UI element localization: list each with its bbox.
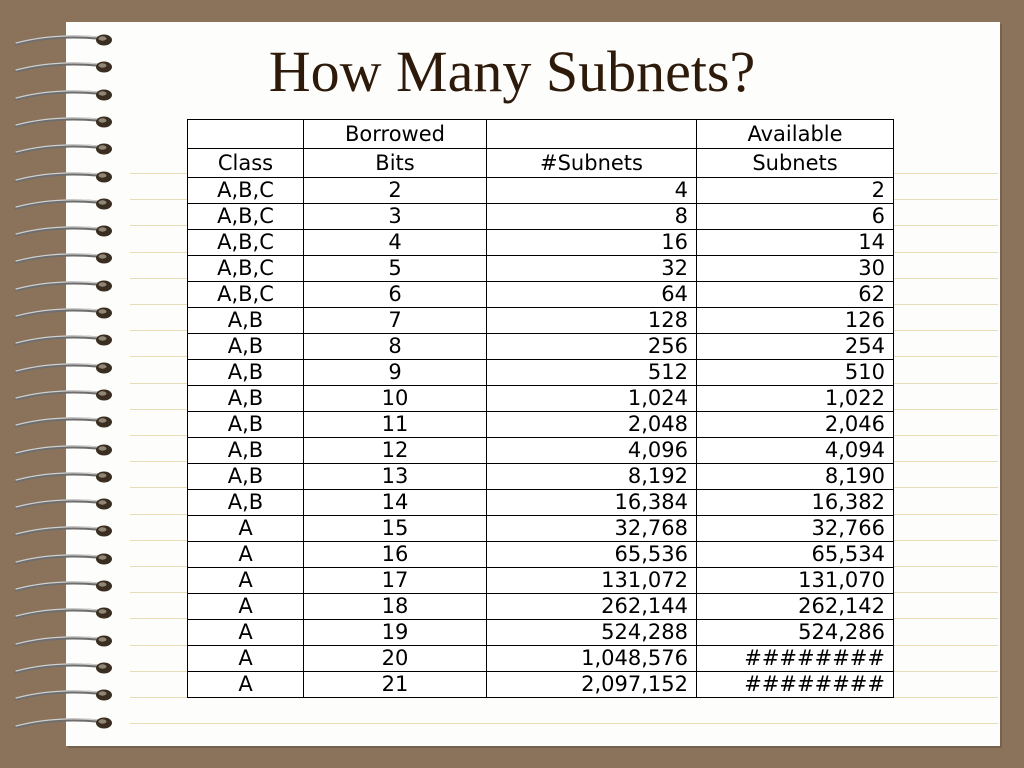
subnets-cell: 1,048,576 xyxy=(487,646,697,672)
available-subnets-cell: 6 xyxy=(697,204,894,230)
spiral-coil-icon xyxy=(14,551,112,567)
table-row xyxy=(188,464,894,490)
table-row xyxy=(188,594,894,620)
available-subnets-cell: 8,190 xyxy=(697,464,894,490)
borrowed-bits-cell: 19 xyxy=(304,620,487,646)
class-cell: A,B,C xyxy=(188,178,304,204)
class-cell: A,B xyxy=(188,334,304,360)
header-cell: #Subnets xyxy=(487,149,697,178)
borrowed-bits-cell: 5 xyxy=(304,256,487,282)
class-cell: A,B xyxy=(188,386,304,412)
spiral-coil-icon xyxy=(14,387,112,403)
header-row-1 xyxy=(188,120,894,149)
spiral-coil-icon xyxy=(14,414,112,430)
table-row xyxy=(188,672,894,698)
subnets-cell: 32 xyxy=(487,256,697,282)
class-cell: A xyxy=(188,672,304,698)
borrowed-bits-cell: 18 xyxy=(304,594,487,620)
subnets-cell: 4 xyxy=(487,178,697,204)
subnets-cell: 4,096 xyxy=(487,438,697,464)
borrowed-bits-cell: 3 xyxy=(304,204,487,230)
table-row xyxy=(188,386,894,412)
spiral-coil-icon xyxy=(14,496,112,512)
subnets-cell: 256 xyxy=(487,334,697,360)
borrowed-bits-cell: 9 xyxy=(304,360,487,386)
subnets-cell: 262,144 xyxy=(487,594,697,620)
borrowed-bits-cell: 4 xyxy=(304,230,487,256)
table-row xyxy=(188,646,894,672)
table-row xyxy=(188,620,894,646)
header-cell: Available xyxy=(697,120,894,149)
available-subnets-cell: 262,142 xyxy=(697,594,894,620)
table-row xyxy=(188,308,894,334)
available-subnets-cell: 14 xyxy=(697,230,894,256)
available-subnets-cell: 16,382 xyxy=(697,490,894,516)
spiral-coil-icon xyxy=(14,196,112,212)
subnets-cell: 512 xyxy=(487,360,697,386)
class-cell: A,B xyxy=(188,438,304,464)
spiral-coil-icon xyxy=(14,114,112,130)
class-cell: A,B xyxy=(188,360,304,386)
spiral-coil-icon xyxy=(14,687,112,703)
slide-title: How Many Subnets? xyxy=(268,39,756,104)
available-subnets-cell: ######## xyxy=(697,672,894,698)
header-cell xyxy=(487,120,697,149)
subnets-cell: 32,768 xyxy=(487,516,697,542)
table-row xyxy=(188,568,894,594)
available-subnets-cell: 1,022 xyxy=(697,386,894,412)
borrowed-bits-cell: 17 xyxy=(304,568,487,594)
table-row xyxy=(188,334,894,360)
available-subnets-cell: 65,534 xyxy=(697,542,894,568)
subnets-cell: 8 xyxy=(487,204,697,230)
ruled-line xyxy=(130,723,998,724)
table-row xyxy=(188,178,894,204)
available-subnets-cell: 2 xyxy=(697,178,894,204)
borrowed-bits-cell: 20 xyxy=(304,646,487,672)
table-row xyxy=(188,360,894,386)
subnets-cell: 1,024 xyxy=(487,386,697,412)
subnets-cell: 128 xyxy=(487,308,697,334)
table-row xyxy=(188,542,894,568)
available-subnets-cell: 30 xyxy=(697,256,894,282)
table-row xyxy=(188,438,894,464)
spiral-coil-icon xyxy=(14,715,112,731)
spiral-coil-icon xyxy=(14,523,112,539)
borrowed-bits-cell: 15 xyxy=(304,516,487,542)
spiral-coil-icon xyxy=(14,169,112,185)
spiral-coil-icon xyxy=(14,660,112,676)
available-subnets-cell: 510 xyxy=(697,360,894,386)
table-row xyxy=(188,490,894,516)
header-cell: Bits xyxy=(304,149,487,178)
class-cell: A,B xyxy=(188,412,304,438)
available-subnets-cell: 4,094 xyxy=(697,438,894,464)
table-row xyxy=(188,516,894,542)
spiral-coil-icon xyxy=(14,469,112,485)
spiral-coil-icon xyxy=(14,250,112,266)
available-subnets-cell: 126 xyxy=(697,308,894,334)
table-row xyxy=(188,256,894,282)
borrowed-bits-cell: 12 xyxy=(304,438,487,464)
spiral-coil-icon xyxy=(14,278,112,294)
class-cell: A,B xyxy=(188,464,304,490)
header-cell: Subnets xyxy=(697,149,894,178)
class-cell: A,B,C xyxy=(188,230,304,256)
class-cell: A xyxy=(188,594,304,620)
class-cell: A,B,C xyxy=(188,282,304,308)
subnets-cell: 131,072 xyxy=(487,568,697,594)
header-cell: Borrowed xyxy=(304,120,487,149)
available-subnets-cell: 131,070 xyxy=(697,568,894,594)
table-row xyxy=(188,230,894,256)
borrowed-bits-cell: 6 xyxy=(304,282,487,308)
available-subnets-cell: ######## xyxy=(697,646,894,672)
spiral-coil-icon xyxy=(14,223,112,239)
borrowed-bits-cell: 14 xyxy=(304,490,487,516)
subnets-cell: 16 xyxy=(487,230,697,256)
class-cell: A xyxy=(188,568,304,594)
spiral-coil-icon xyxy=(14,360,112,376)
header-cell: Class xyxy=(188,149,304,178)
borrowed-bits-cell: 8 xyxy=(304,334,487,360)
class-cell: A xyxy=(188,646,304,672)
spiral-coil-icon xyxy=(14,141,112,157)
table-row xyxy=(188,412,894,438)
class-cell: A xyxy=(188,516,304,542)
class-cell: A xyxy=(188,542,304,568)
available-subnets-cell: 62 xyxy=(697,282,894,308)
borrowed-bits-cell: 16 xyxy=(304,542,487,568)
spiral-coil-icon xyxy=(14,633,112,649)
spiral-coil-icon xyxy=(14,332,112,348)
spiral-coil-icon xyxy=(14,305,112,321)
class-cell: A xyxy=(188,620,304,646)
class-cell: A,B xyxy=(188,308,304,334)
available-subnets-cell: 2,046 xyxy=(697,412,894,438)
subnets-cell: 2,097,152 xyxy=(487,672,697,698)
borrowed-bits-cell: 13 xyxy=(304,464,487,490)
subnets-cell: 65,536 xyxy=(487,542,697,568)
class-cell: A,B,C xyxy=(188,204,304,230)
available-subnets-cell: 32,766 xyxy=(697,516,894,542)
spiral-coil-icon xyxy=(14,578,112,594)
spiral-coil-icon xyxy=(14,442,112,458)
borrowed-bits-cell: 7 xyxy=(304,308,487,334)
table-row xyxy=(188,282,894,308)
class-cell: A,B,C xyxy=(188,256,304,282)
header-cell xyxy=(188,120,304,149)
borrowed-bits-cell: 11 xyxy=(304,412,487,438)
class-cell: A,B xyxy=(188,490,304,516)
spiral-coil-icon xyxy=(14,605,112,621)
subnets-cell: 524,288 xyxy=(487,620,697,646)
subnets-cell: 16,384 xyxy=(487,490,697,516)
borrowed-bits-cell: 10 xyxy=(304,386,487,412)
subnets-cell: 2,048 xyxy=(487,412,697,438)
header-row-2 xyxy=(188,149,894,178)
available-subnets-cell: 524,286 xyxy=(697,620,894,646)
subnets-cell: 8,192 xyxy=(487,464,697,490)
borrowed-bits-cell: 21 xyxy=(304,672,487,698)
table-row xyxy=(188,204,894,230)
subnets-cell: 64 xyxy=(487,282,697,308)
available-subnets-cell: 254 xyxy=(697,334,894,360)
borrowed-bits-cell: 2 xyxy=(304,178,487,204)
subnets-table xyxy=(187,119,894,698)
